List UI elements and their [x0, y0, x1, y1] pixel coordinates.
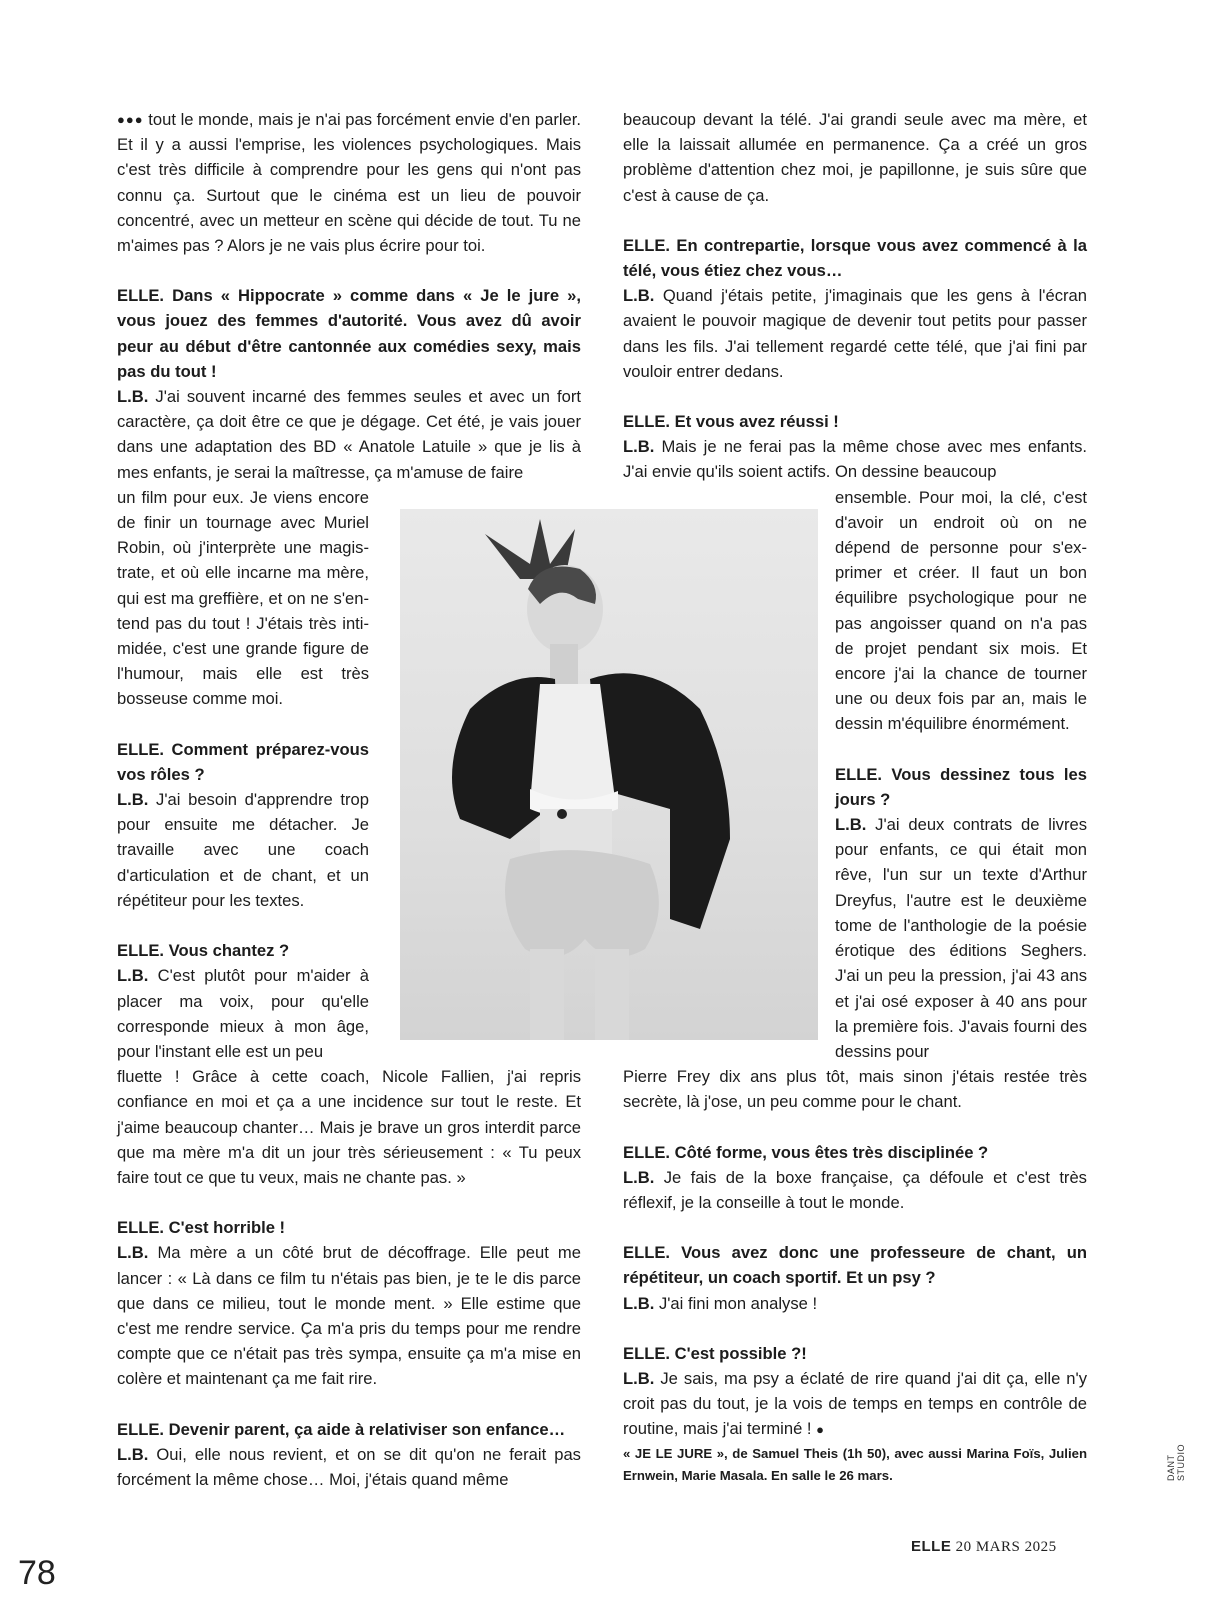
question: ELLE. Vous avez donc une professeure de chant, un répétiteur, un coach sportif. Et un psy ? — [623, 1243, 1087, 1288]
paragraph: beaucoup devant la télé. J'ai grandi seule avec ma mère, et elle la laissait allumée en permanence. Ça a créé un gros problème d'attention chez moi, je papillonne, je suis sûre que c'est à cause de ça. — [623, 110, 1087, 205]
answer: L.B. Quand j'étais petite, j'imaginais que les gens à l'écran avaient le pouvoir magique de devenir tout petits pour passer dans les fils. J'ai tellement regardé cette télé, que j'ai fini par vouloir entrer dedans. — [623, 286, 1087, 381]
answer: L.B. Mais je ne ferai pas la même chose avec mes enfants. J'ai envie qu'ils soient actifs. On dessine beaucoup — [623, 437, 1087, 482]
issue-date: 20 MARS 2025 — [955, 1539, 1057, 1555]
answer: L.B. J'ai deux contrats de livres pour enfants, ce qui était mon rêve, l'un sur un texte d'Arthur Dreyfus, l'autre est le deuxième tome de l'anthologie de la poésie érotique des éditions Seghers. J'ai un peu la pression, j'ai 43 ans et j'ai osé exposer à 40 ans pour la première fois. J'avais fourni des dessins pour — [835, 815, 1087, 1061]
question: ELLE. Comment préparez-vous vos rôles ? — [117, 739, 369, 784]
answer-continued: fluette ! Grâce à cette coach, Nicole Fallien, j'ai repris confiance en moi et ça a une incidence sur tout le reste. Et j'aime beaucoup chanter… Mais je brave un gros interdit parce que ma mère m'a dit un jour très sérieusement : « Tu peux faire tout ce que tu veux, mais ne chante pas. » — [117, 1067, 581, 1187]
continuation-dots: ●●● — [117, 112, 144, 127]
question: ELLE. Devenir parent, ça aide à relativiser son enfance… — [117, 1419, 566, 1439]
portrait-illustration — [400, 509, 818, 1040]
wrapped-text — [835, 485, 1087, 1064]
answer: L.B. Je sais, ma psy a éclaté de rire quand j'ai dit ça, elle n'y croit pas du tout, je la vois de temps en temps en contrôle de routine, mais j'ai terminé ! ● — [623, 1368, 1087, 1439]
paragraph: ●●● tout le monde, mais je n'ai pas forcément envie d'en parler. Et il y a aussi l'emprise, les violences psychologiques. Mais c'est très difficile à comprendre pour les gens qui n'ont pas connu ça. Surtout que le cinéma est un lieu de pouvoir concentré, avec un metteur en scène qui décide de tout. Tu ne m'aimes pas ? Alors je ne vais plus écrire pour toi. — [117, 110, 581, 256]
end-mark: ● — [816, 1422, 825, 1438]
question: ELLE. Vous dessinez tous les jours ? — [835, 764, 1087, 809]
question: ELLE. C'est horrible ! — [117, 1218, 286, 1238]
question: ELLE. Et vous avez réussi ! — [623, 412, 839, 432]
question: ELLE. C'est possible ?! — [623, 1343, 807, 1363]
answer: L.B. C'est plutôt pour m'aider à placer ma voix, pour qu'elle corresponde mieux à mon âge, pour l'instant elle est un peu — [117, 966, 369, 1061]
answer: L.B. J'ai fini mon analyse ! — [623, 1293, 818, 1313]
footer — [911, 1538, 1057, 1556]
question: ELLE. Vous chantez ? — [117, 941, 290, 961]
answer: L.B. Ma mère a un côté brut de décoffrage. Elle peut me lancer : « Là dans ce film tu n'étais pas bien, je te le dis parce que dans ce milieu, tout le monde ment. » Elle estime que c'est me rendre service. Ça m'a pris du temps pour me rendre compte que ce n'était pas très sympa, ensuite ça m'a mise en colère et maintenant ça me fait rire. — [117, 1243, 581, 1389]
page-number: 78 — [18, 1554, 56, 1592]
film-credit: « JE LE JURE », de Samuel Theis (1h 50), avec aussi Marina Foïs, Julien Ernwein, Marie Masala. En salle le 26 mars. — [623, 1445, 1087, 1483]
magazine-name: ELLE — [911, 1538, 952, 1555]
photo-credit: DANT STUDIO — [1166, 1443, 1186, 1481]
question: ELLE. Côté forme, vous êtes très disciplinée ? — [623, 1142, 989, 1162]
answer-continued: un film pour eux. Je viens encore de finir un tournage avec Muriel Robin, où j'interprète une magis-trate, et où elle incarne ma mère, qui est ma greffière, et on ne s'en-tend pas du tout ! J'étais très inti-midée, c'est une grande figure de l'humour, mais elle est très bosseuse comme moi. — [117, 487, 369, 709]
answer: L.B. J'ai souvent incarné des femmes seules et avec un fort caractère, ça doit être ce que je dégage. Cet été, je vais jouer dans une adaptation des BD « Anatole Latuile » que je lis à mes enfants, je serai la maîtresse, ça m'amuse de faire — [117, 387, 581, 482]
answer: L.B. Je fais de la boxe française, ça défoule et c'est très réflexif, je la conseille à tout le monde. — [623, 1167, 1087, 1212]
answer: L.B. Oui, elle nous revient, et on se dit qu'on ne ferait pas forcément la même chose… Moi, j'étais quand même — [117, 1444, 581, 1489]
answer-continued: Pierre Frey dix ans plus tôt, mais sinon j'étais restée très secrète, là j'ose, un peu comme pour le chant. — [623, 1067, 1087, 1112]
answer: L.B. J'ai besoin d'apprendre trop pour ensuite me détacher. Je travaille avec une coach d'articulation et de chant, et un répétiteur pour les textes. — [117, 790, 369, 910]
portrait-photo — [400, 509, 818, 1040]
question: ELLE. En contrepartie, lorsque vous avez commencé à la télé, vous étiez chez vous… — [623, 235, 1087, 281]
wrapped-text — [117, 485, 369, 1064]
answer-continued: ensemble. Pour moi, la clé, c'est d'avoir un endroit où on ne dépend de personne pour s'ex-primer et créer. Il faut un bon équilibre psychologique pour ne pas angoisser quand on n'a pas de projet pendant six mois. Et encore j'ai la chance de tourner une ou deux fois par an, mais le dessin m'équilibre énormément. — [835, 487, 1087, 734]
question: ELLE. Dans « Hippocrate » comme dans « Je le jure », vous jouez des femmes d'autorité. Vous avez dû avoir peur au début d'être cantonnée aux comédies sexy, mais pas du tout ! — [117, 286, 581, 381]
